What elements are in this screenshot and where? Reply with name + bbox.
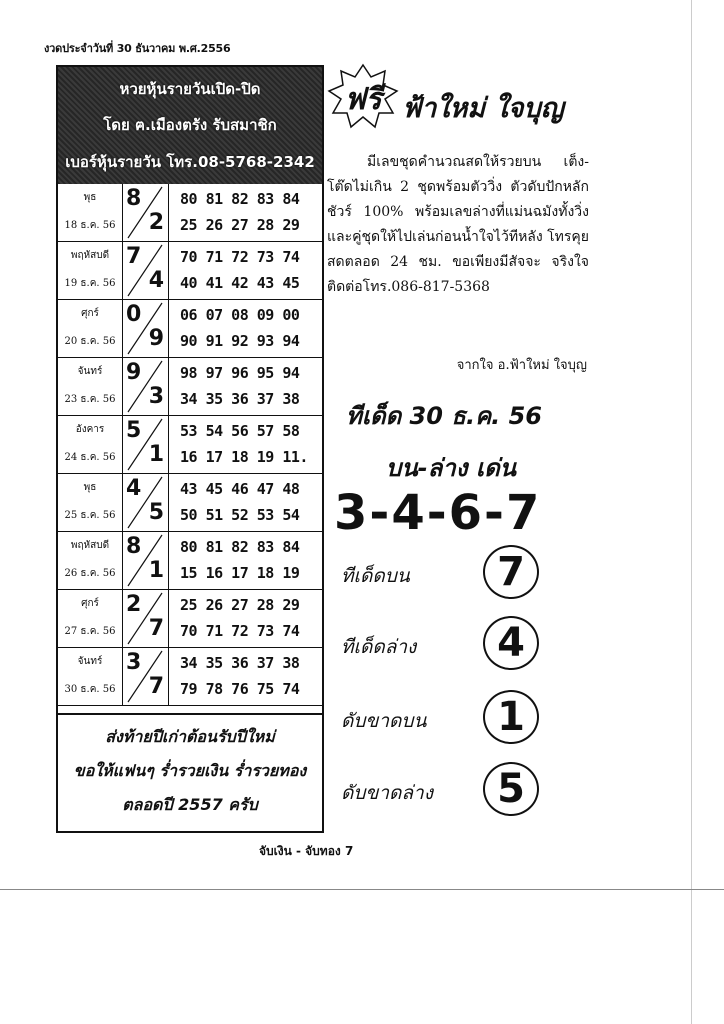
- brand-title: ฟ้าใหม่ ใจบุญ: [402, 93, 564, 124]
- numbers-top: 25 26 27 28 29: [180, 596, 300, 614]
- results-table: [58, 184, 322, 706]
- day-cell: [58, 532, 123, 589]
- digit-cell: [122, 532, 169, 589]
- number-set: [180, 242, 322, 299]
- greeting-box: [58, 713, 322, 831]
- promo-text: มีเลขชุดคำนวณสดให้รวยบน เต็ง-โต๊ดไม่เกิน 2 ชุดพร้อมตัววิ่ง ตัวดับปักหลักชัวร์ 100% พร้อมเลขล่างที่แม่นฉมังทั้งวิ่งและคู่ชุดให้ไปเล่นก่อนน้ำใจไว้ทีหลัง โทรคุยสดตลอด 24 ชม. ขอเพียงมีสัจจะ จริงใจ ติดต่อโทร.086-817-5368: [327, 154, 589, 295]
- number-set: [180, 532, 322, 589]
- headline-date: ทีเด็ด 30 ธ.ค. 56: [346, 402, 542, 430]
- number-set: [180, 590, 322, 647]
- digit-top: 3: [126, 650, 142, 675]
- pick-label: ทีเด็ดล่าง: [341, 636, 417, 658]
- digit-top: 4: [126, 476, 142, 501]
- table-row: [58, 474, 322, 532]
- numbers-top: 34 35 36 37 38: [180, 654, 300, 672]
- day-cell: [58, 474, 123, 531]
- number-set: [180, 474, 322, 531]
- day-cell: [58, 590, 123, 647]
- pick-label: ดับขาดบน: [341, 710, 427, 732]
- numbers-top: 43 45 46 47 48: [180, 480, 300, 498]
- digit-bottom: 3: [148, 384, 164, 409]
- pick-row: [335, 545, 595, 605]
- digit-cell: [122, 358, 169, 415]
- day-date: 26 ธ.ค. 56: [64, 568, 116, 579]
- digit-cell: [122, 590, 169, 647]
- numbers-bottom: 70 71 72 73 74: [180, 622, 300, 640]
- digit-top: 8: [126, 186, 142, 211]
- digit-bottom: 2: [148, 210, 164, 235]
- header-line-2: โดย ฅ.เมืองตรัง รับสมาชิก: [103, 116, 277, 135]
- day-date: 24 ธ.ค. 56: [64, 452, 116, 463]
- table-row: [58, 416, 322, 474]
- number-set: [180, 300, 322, 357]
- day-name: พฤหัสบดี: [70, 250, 110, 261]
- numbers-top: 80 81 82 83 84: [180, 190, 300, 208]
- promo-paragraph: [327, 150, 589, 300]
- digit-top: 2: [126, 592, 142, 617]
- day-name: พุธ: [83, 482, 97, 493]
- day-cell: [58, 358, 123, 415]
- day-cell: [58, 300, 123, 357]
- digit-cell: [122, 242, 169, 299]
- table-row: [58, 532, 322, 590]
- day-date: 19 ธ.ค. 56: [64, 278, 116, 289]
- pick-row: [335, 762, 595, 822]
- number-set: [180, 184, 322, 241]
- pick-label: ทีเด็ดบน: [341, 565, 410, 587]
- digit-cell: [122, 648, 169, 705]
- digit-cell: [122, 416, 169, 473]
- pick-row: [335, 616, 595, 676]
- number-set: [180, 358, 322, 415]
- day-name: อังคาร: [75, 424, 105, 435]
- numbers-bottom: 15 16 17 18 19: [180, 564, 300, 582]
- table-row: [58, 300, 322, 358]
- digit-bottom: 7: [148, 616, 164, 641]
- day-name: พฤหัสบดี: [70, 540, 110, 551]
- day-date: 25 ธ.ค. 56: [64, 510, 116, 521]
- pick-row: [335, 690, 595, 750]
- pick-label: ดับขาดล่าง: [341, 782, 433, 804]
- table-row: [58, 184, 322, 242]
- day-date: 20 ธ.ค. 56: [64, 336, 116, 347]
- digit-bottom: 9: [148, 326, 164, 351]
- day-name: จันทร์: [77, 366, 103, 377]
- number-set: [180, 416, 322, 473]
- numbers-top: 80 81 82 83 84: [180, 538, 300, 556]
- day-date: 18 ธ.ค. 56: [64, 220, 116, 231]
- greeting-line-3: ตลอดปี 2557 ครับ: [122, 795, 258, 814]
- day-name: ศุกร์: [81, 308, 99, 319]
- day-date: 27 ธ.ค. 56: [64, 626, 116, 637]
- digit-bottom: 1: [148, 558, 164, 583]
- digit-bottom: 1: [148, 442, 164, 467]
- day-name: จันทร์: [77, 656, 103, 667]
- pick-circle: 7: [483, 545, 539, 599]
- digit-top: 9: [126, 360, 142, 385]
- header-line-3: เบอร์หุ้นรายวัน โทร.08-5768-2342: [65, 152, 315, 171]
- table-row: [58, 590, 322, 648]
- greeting-line-1: ส่งท้ายปีเก่าต้อนรับปีใหม่: [105, 727, 275, 746]
- numbers-top: 53 54 56 57 58: [180, 422, 300, 440]
- day-cell: [58, 184, 123, 241]
- digit-cell: [122, 184, 169, 241]
- free-label: ฟรี: [344, 82, 382, 117]
- numbers-bottom: 40 41 42 43 45: [180, 274, 300, 292]
- digit-bottom: 5: [148, 500, 164, 525]
- digit-top: 7: [126, 244, 142, 269]
- header-box: [58, 67, 322, 184]
- day-name: ศุกร์: [81, 598, 99, 609]
- numbers-top: 06 07 08 09 00: [180, 306, 300, 324]
- table-row: [58, 242, 322, 300]
- page-edge-line: [691, 0, 692, 1024]
- numbers-bottom: 16 17 18 19 11.: [180, 448, 308, 466]
- day-name: พุธ: [83, 192, 97, 203]
- numbers-bottom: 79 78 76 75 74: [180, 680, 300, 698]
- day-cell: [58, 242, 123, 299]
- day-cell: [58, 648, 123, 705]
- page-footer: จับเงิน - จับทอง 7: [259, 844, 354, 858]
- digit-bottom: 4: [148, 268, 164, 293]
- greeting-line-2: ขอให้แฟนๆ ร่ำรวยเงิน ร่ำรวยทอง: [73, 761, 307, 780]
- headline-sub: บน-ล่าง เด่น: [386, 454, 517, 482]
- day-cell: [58, 416, 123, 473]
- table-row: [58, 648, 322, 706]
- numbers-bottom: 50 51 52 53 54: [180, 506, 300, 524]
- bottom-rule: [0, 889, 724, 890]
- header-line-1: หวยหุ้นรายวันเปิด-ปิด: [119, 80, 261, 99]
- digit-cell: [122, 300, 169, 357]
- numbers-top: 98 97 96 95 94: [180, 364, 300, 382]
- numbers-top: 70 71 72 73 74: [180, 248, 300, 266]
- lottery-table-frame: [56, 65, 324, 833]
- number-set: [180, 648, 322, 705]
- table-row: [58, 358, 322, 416]
- day-date: 30 ธ.ค. 56: [64, 684, 116, 695]
- digit-top: 0: [126, 302, 142, 327]
- numbers-bottom: 90 91 92 93 94: [180, 332, 300, 350]
- big-digits: 3-4-6-7: [334, 485, 542, 541]
- pick-circle: 4: [483, 616, 539, 670]
- promo-signature: จากใจ อ.ฟ้าใหม่ ใจบุญ: [456, 358, 587, 373]
- issue-date-line: งวดประจำวันที่ 30 ธันวาคม พ.ศ.2556: [44, 42, 231, 55]
- numbers-bottom: 25 26 27 28 29: [180, 216, 300, 234]
- digit-top: 8: [126, 534, 142, 559]
- digit-cell: [122, 474, 169, 531]
- day-date: 23 ธ.ค. 56: [64, 394, 116, 405]
- pick-circle: 1: [483, 690, 539, 744]
- digit-top: 5: [126, 418, 142, 443]
- pick-circle: 5: [483, 762, 539, 816]
- numbers-bottom: 34 35 36 37 38: [180, 390, 300, 408]
- digit-bottom: 7: [148, 674, 164, 699]
